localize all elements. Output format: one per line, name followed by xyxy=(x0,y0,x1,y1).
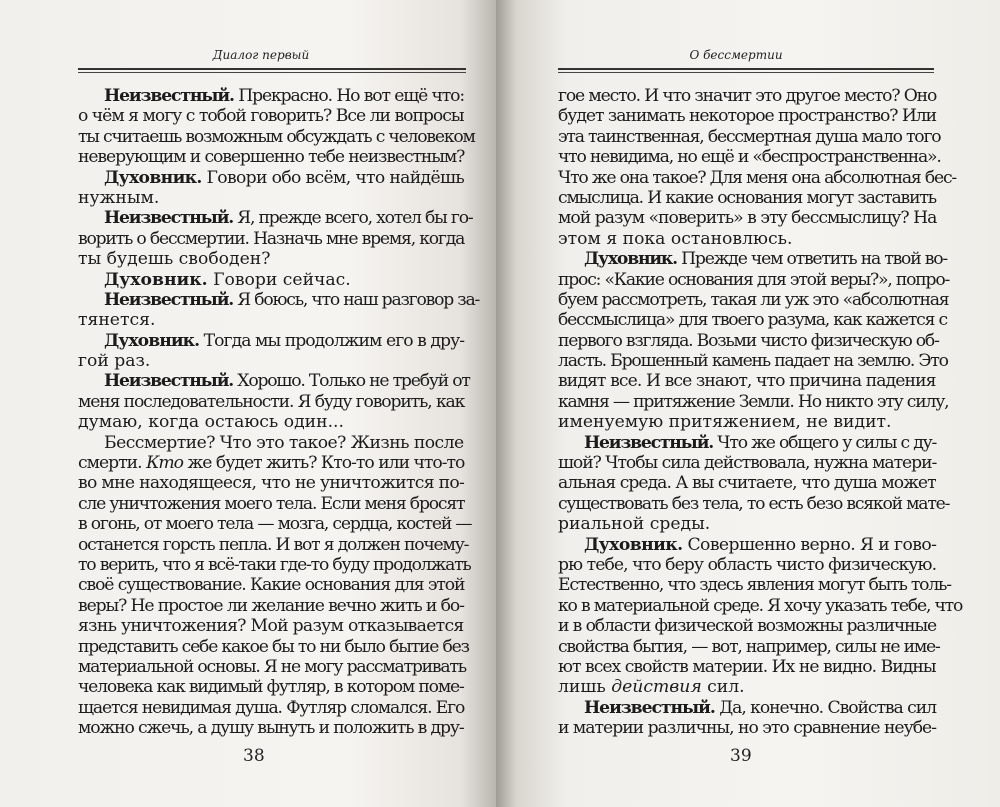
header-rule-left xyxy=(78,68,466,73)
text-segment: ют всех свойств материи. Их не видно. Видны xyxy=(558,656,936,677)
text-line xyxy=(78,270,464,290)
text-segment: смыслица. И какие основания могут заставить xyxy=(558,187,936,208)
text-segment: Хорошо. Только не требуй от xyxy=(233,371,470,392)
text-line xyxy=(558,698,936,718)
text-line xyxy=(78,331,464,351)
speaker-name: Духовник. xyxy=(584,249,677,270)
text-segment: Что же общего у силы с ду- xyxy=(713,432,937,453)
text-line xyxy=(558,514,936,534)
text-segment: Прежде чем ответить на твой во- xyxy=(676,249,947,270)
text-line xyxy=(558,106,936,126)
text-line xyxy=(558,371,936,391)
text-line xyxy=(558,208,936,228)
text-line xyxy=(558,575,951,596)
text-segment: представить себе какое бы то ни было бытие без xyxy=(78,636,469,657)
text-segment: нужным. xyxy=(78,187,160,208)
speaker-name: Неизвестный. xyxy=(104,371,234,392)
left-page-body xyxy=(78,86,480,739)
text-segment: ко в материальной среде. Я хочу указать тебе, что xyxy=(558,595,963,616)
text-line xyxy=(78,289,480,310)
text-segment: этом я пока остановлюсь. xyxy=(558,228,793,249)
left-page xyxy=(0,0,496,807)
text-segment: камня — притяжение Земли. Но никто эту силу, xyxy=(558,391,949,412)
text-line xyxy=(78,596,464,616)
right-page xyxy=(496,0,1000,807)
text-segment: Говори обо всём, что найдёшь xyxy=(201,167,465,188)
text-line xyxy=(558,269,950,290)
text-segment: шой? Чтобы сила действовала, нужна матери- xyxy=(558,453,937,474)
text-line xyxy=(78,392,464,412)
text-segment: меня последовательности. Я буду говорить, как xyxy=(78,391,465,412)
speaker-name: Неизвестный. xyxy=(584,432,714,453)
text-line xyxy=(558,636,940,657)
text-line xyxy=(558,147,941,168)
text-line xyxy=(78,473,464,493)
text-segment: Прекрасно. Но вот ещё что: xyxy=(233,86,464,106)
text-line xyxy=(78,86,464,106)
text-segment: гой раз. xyxy=(78,351,151,372)
text-line xyxy=(78,229,464,249)
text-line xyxy=(78,168,464,188)
text-line xyxy=(558,493,950,514)
text-segment: материальной основы. Я не могу рассматривать xyxy=(78,656,466,677)
speaker-name: Неизвестный. xyxy=(104,86,234,106)
running-head-right: О бессмертии xyxy=(689,48,783,62)
speaker-name: Неизвестный. xyxy=(584,697,715,718)
text-segment: неверующим и совершенно тебе неизвестным? xyxy=(78,147,465,168)
text-line xyxy=(558,310,947,331)
running-head-left: Диалог первый xyxy=(212,48,310,62)
text-segment: ты считаешь возможным обсуждать с человеком xyxy=(78,126,475,147)
text-segment: и в области физической возможны различные xyxy=(558,616,937,637)
text-segment: Бессмертие? Что это такое? Жизнь после xyxy=(104,432,464,453)
text-segment: Совершенно верно. Я и гово- xyxy=(682,534,937,555)
text-segment: Я, прежде всего, хотел бы го- xyxy=(233,208,473,229)
text-segment: о чём я могу с тобой говорить? Все ли вопросы xyxy=(78,106,464,127)
text-segment: эта таинственная, бессмертная душа мало того xyxy=(558,126,941,147)
text-segment: Говори сейчас. xyxy=(207,269,351,290)
text-line xyxy=(78,249,464,269)
right-page-body xyxy=(558,86,963,739)
text-segment: существовать без тела, то есть безо всякой мате- xyxy=(558,493,950,514)
text-line xyxy=(558,535,936,555)
text-segment: ты будешь свободен? xyxy=(78,249,271,270)
text-segment: Что же она такое? Для меня она абсолютная бес- xyxy=(558,167,956,188)
speaker-name: Духовник. xyxy=(104,269,208,290)
text-line xyxy=(558,351,948,372)
text-line xyxy=(78,188,464,208)
text-segment: свойства бытия, — вот, например, силы не име- xyxy=(558,636,940,657)
text-segment: первого взгляда. Возьми чисто физическую об- xyxy=(558,330,939,351)
text-line xyxy=(558,473,936,493)
text-segment: сле уничтожения моего тела. Если меня бросят xyxy=(78,493,465,514)
text-line xyxy=(558,188,936,208)
text-segment: видят все. И все знают, что причина падения xyxy=(558,371,936,392)
text-segment: гое место. И что значит это другое место? Оно xyxy=(558,86,937,106)
text-line xyxy=(78,208,473,229)
text-segment: будет занимать некоторое пространство? Или xyxy=(558,106,937,127)
text-line xyxy=(78,718,464,738)
text-segment: человека как видимый футляр, в котором поме- xyxy=(78,677,464,698)
text-segment: риальной среды. xyxy=(558,514,711,535)
text-line xyxy=(558,595,963,616)
text-line xyxy=(78,412,464,432)
text-line xyxy=(78,534,469,555)
speaker-name: Духовник. xyxy=(584,534,683,555)
text-segment: останется горсть пепла. И вот я должен почему- xyxy=(78,534,469,555)
text-segment: сил. xyxy=(701,677,745,698)
text-line xyxy=(78,554,471,575)
text-line xyxy=(558,718,936,738)
text-segment: во мне находящееся, что не уничтожится по- xyxy=(78,473,465,494)
text-line xyxy=(558,677,936,697)
text-segment: язнь уничтожения? Мой разум отказывается xyxy=(78,616,464,637)
text-segment: тянется. xyxy=(78,310,156,331)
text-segment: альная среда. А вы считаете, что душа может xyxy=(558,473,936,494)
speaker-name: Духовник. xyxy=(104,167,202,188)
text-line xyxy=(78,433,464,453)
text-segment: Естественно, что здесь явления могут быть толь- xyxy=(558,575,951,596)
text-segment: именуемую притяжением, не видит. xyxy=(558,412,892,433)
page-number-left: 38 xyxy=(243,746,265,766)
text-line xyxy=(558,249,947,270)
text-segment: можно сжечь, а душу вынуть и положить в дру- xyxy=(78,718,464,739)
text-line xyxy=(558,229,936,249)
text-line xyxy=(558,330,939,351)
text-line xyxy=(558,289,949,310)
text-line xyxy=(558,412,936,432)
text-segment: своё существование. Какие основания для этой xyxy=(78,575,465,596)
speaker-name: Неизвестный. xyxy=(104,208,234,229)
text-segment: в огонь, от моего тела — мозга, сердца, костей — xyxy=(78,514,472,535)
text-line xyxy=(78,147,464,167)
text-segment: лишь xyxy=(558,677,612,698)
text-line xyxy=(558,86,936,106)
speaker-name: Духовник. xyxy=(104,330,200,351)
text-segment: ласть. Брошенный камень падает на землю. Это xyxy=(558,351,948,372)
text-line xyxy=(78,106,464,126)
text-line xyxy=(78,636,469,657)
text-segment: мой разум «поверить» в эту бессмыслицу? На xyxy=(558,208,937,229)
text-line xyxy=(558,433,936,453)
text-line xyxy=(558,616,936,636)
text-line xyxy=(78,575,464,595)
text-segment: что невидима, но ещё и «беспространственна». xyxy=(558,147,941,168)
text-segment: бессмыслица» для твоего разума, как кажется с xyxy=(558,310,947,331)
page-number-right: 39 xyxy=(730,746,752,766)
text-line xyxy=(558,167,956,188)
text-segment: то верить, что я всё-таки где-то буду продолжать xyxy=(78,554,471,575)
text-line xyxy=(78,657,464,677)
text-segment: ворить о бессмертии. Назначь мне время, когда xyxy=(78,228,465,249)
text-line xyxy=(78,126,475,147)
text-line xyxy=(78,310,464,330)
text-line xyxy=(78,514,472,535)
text-line xyxy=(558,555,936,575)
text-segment: думаю, когда остаюсь один... xyxy=(78,412,344,433)
text-line xyxy=(78,351,464,371)
text-segment: Да, конечно. Свойства сил xyxy=(714,697,937,718)
text-segment: Кто xyxy=(146,453,184,474)
text-line xyxy=(78,494,464,514)
text-segment: прос: «Какие основания для этой веры?», попро- xyxy=(558,269,950,290)
text-line xyxy=(558,453,936,473)
text-segment: щается невидимая душа. Футляр сломался. Его xyxy=(78,697,465,718)
text-line xyxy=(78,677,464,697)
text-segment: Тогда мы продолжим его в дру- xyxy=(199,330,465,351)
header-rule-right xyxy=(558,68,934,73)
text-segment: же будет жить? Кто-то или что-то xyxy=(183,453,465,474)
text-line xyxy=(78,453,464,473)
text-segment: смерти. xyxy=(78,453,147,474)
text-line xyxy=(78,616,464,636)
text-line xyxy=(78,698,464,718)
text-line xyxy=(558,657,936,677)
text-line xyxy=(558,126,941,147)
text-segment: и материи различны, но это сравнение неубе- xyxy=(558,718,937,739)
speaker-name: Неизвестный. xyxy=(104,289,234,310)
text-segment: действия xyxy=(611,677,702,698)
text-segment: рю тебе, что беру область чисто физическую. xyxy=(558,554,937,575)
text-line xyxy=(78,371,470,392)
text-segment: Я боюсь, что наш разговор за- xyxy=(233,289,480,310)
text-segment: буем рассмотреть, такая ли уж это «абсолютная xyxy=(558,289,949,310)
text-segment: веры? Не простое ли желание вечно жить и бо- xyxy=(78,595,464,616)
text-line xyxy=(558,391,949,412)
